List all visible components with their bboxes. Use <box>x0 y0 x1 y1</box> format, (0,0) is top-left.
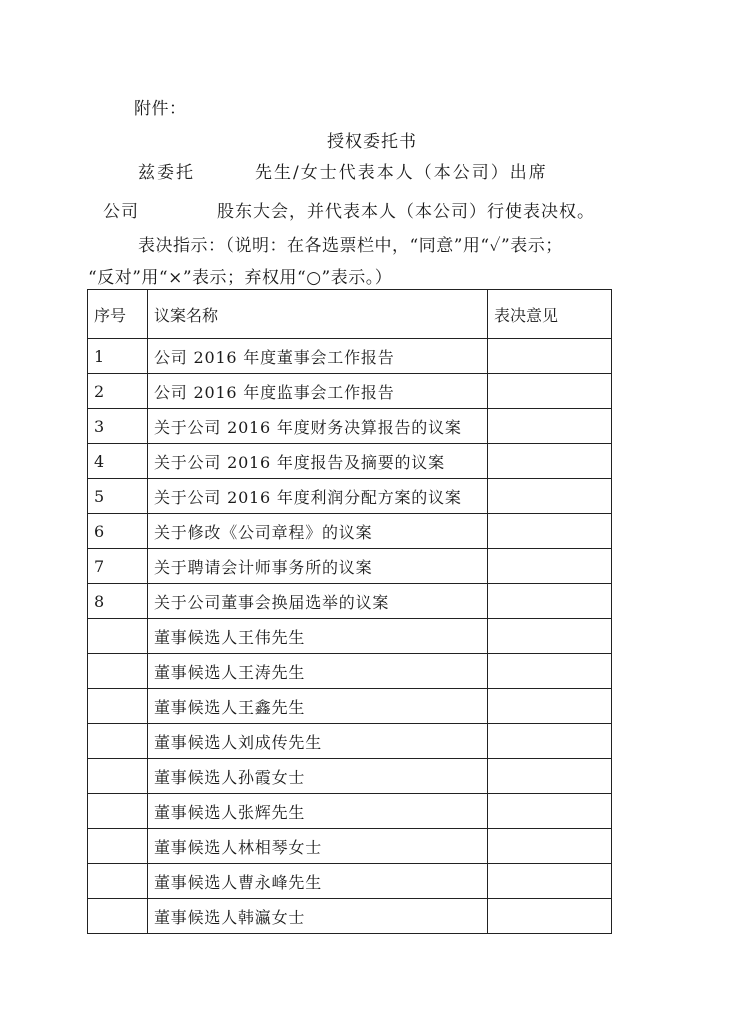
table-row <box>88 584 612 619</box>
proxy-text-meeting: 股东大会，并代表本人（本公司）行使表决权。 <box>217 202 595 222</box>
vote-cell[interactable] <box>488 584 612 619</box>
candidate-name: 董事候选人韩瀛女士 <box>148 899 488 934</box>
row-number <box>88 829 148 864</box>
vote-cell[interactable] <box>488 794 612 829</box>
table-row <box>88 619 612 654</box>
table-row <box>88 654 612 689</box>
proposal-name: 关于公司 2016 年度报告及摘要的议案 <box>148 444 488 479</box>
vote-cell[interactable] <box>488 339 612 374</box>
table-row <box>88 899 612 934</box>
header-proposal-name: 议案名称 <box>148 290 488 339</box>
table-row <box>88 549 612 584</box>
table-row <box>88 794 612 829</box>
table-header-row <box>88 290 612 339</box>
row-number: 4 <box>88 444 148 479</box>
proxy-text-attend: 先生/女士代表本人（本公司）出席 <box>255 163 548 183</box>
candidate-name: 董事候选人刘成传先生 <box>148 724 488 759</box>
row-number: 6 <box>88 514 148 549</box>
table-row <box>88 479 612 514</box>
candidate-name: 董事候选人王涛先生 <box>148 654 488 689</box>
row-number: 2 <box>88 374 148 409</box>
vote-cell[interactable] <box>488 899 612 934</box>
row-number <box>88 724 148 759</box>
table-row <box>88 374 612 409</box>
vote-cell[interactable] <box>488 409 612 444</box>
row-number <box>88 689 148 724</box>
table-row <box>88 514 612 549</box>
table-row <box>88 759 612 794</box>
attachment-label: 附件： <box>134 99 187 119</box>
proposal-name: 关于公司 2016 年度财务决算报告的议案 <box>148 409 488 444</box>
vote-cell[interactable] <box>488 479 612 514</box>
candidate-name: 董事候选人张辉先生 <box>148 794 488 829</box>
proxy-paragraph-line-1 <box>138 158 548 183</box>
row-number <box>88 619 148 654</box>
vote-cell[interactable] <box>488 374 612 409</box>
row-number <box>88 794 148 829</box>
proposal-name: 公司 2016 年度董事会工作报告 <box>148 339 488 374</box>
candidate-name: 董事候选人林相琴女士 <box>148 829 488 864</box>
row-number: 1 <box>88 339 148 374</box>
row-number <box>88 759 148 794</box>
table-row <box>88 689 612 724</box>
table-row <box>88 829 612 864</box>
candidate-name: 董事候选人王伟先生 <box>148 619 488 654</box>
row-number <box>88 864 148 899</box>
table-row <box>88 724 612 759</box>
header-vote-opinion: 表决意见 <box>488 290 612 339</box>
proxy-paragraph-line-2 <box>103 197 595 222</box>
vote-cell[interactable] <box>488 444 612 479</box>
vote-cell[interactable] <box>488 549 612 584</box>
table-row <box>88 409 612 444</box>
proposal-name: 关于聘请会计师事务所的议案 <box>148 549 488 584</box>
table-row <box>88 339 612 374</box>
proposal-name: 公司 2016 年度监事会工作报告 <box>148 374 488 409</box>
row-number: 8 <box>88 584 148 619</box>
row-number: 3 <box>88 409 148 444</box>
vote-cell[interactable] <box>488 514 612 549</box>
table-row <box>88 864 612 899</box>
document-title: 授权委托书 <box>327 132 417 152</box>
voting-table <box>87 289 612 934</box>
vote-cell[interactable] <box>488 864 612 899</box>
row-number <box>88 654 148 689</box>
candidate-name: 董事候选人孙霞女士 <box>148 759 488 794</box>
row-number: 5 <box>88 479 148 514</box>
proposal-name: 关于修改《公司章程》的议案 <box>148 514 488 549</box>
vote-cell[interactable] <box>488 689 612 724</box>
vote-cell[interactable] <box>488 619 612 654</box>
row-number: 7 <box>88 549 148 584</box>
proxy-text-entrust: 兹委托 <box>138 163 195 183</box>
proposal-name: 关于公司董事会换届选举的议案 <box>148 584 488 619</box>
row-number <box>88 899 148 934</box>
vote-cell[interactable] <box>488 724 612 759</box>
voting-instruction-line-1: 表决指示：（说明：在各选票栏中，“同意”用“✓”表示； <box>138 236 563 256</box>
candidate-name: 董事候选人曹永峰先生 <box>148 864 488 899</box>
table-row <box>88 444 612 479</box>
vote-cell[interactable] <box>488 654 612 689</box>
vote-cell[interactable] <box>488 759 612 794</box>
voting-instruction-line-2: “反对”用“×”表示；弃权用“○”表示。） <box>88 268 393 288</box>
vote-cell[interactable] <box>488 829 612 864</box>
proposal-name: 关于公司 2016 年度利润分配方案的议案 <box>148 479 488 514</box>
proxy-text-company: 公司 <box>103 202 139 222</box>
header-number: 序号 <box>88 290 148 339</box>
candidate-name: 董事候选人王鑫先生 <box>148 689 488 724</box>
